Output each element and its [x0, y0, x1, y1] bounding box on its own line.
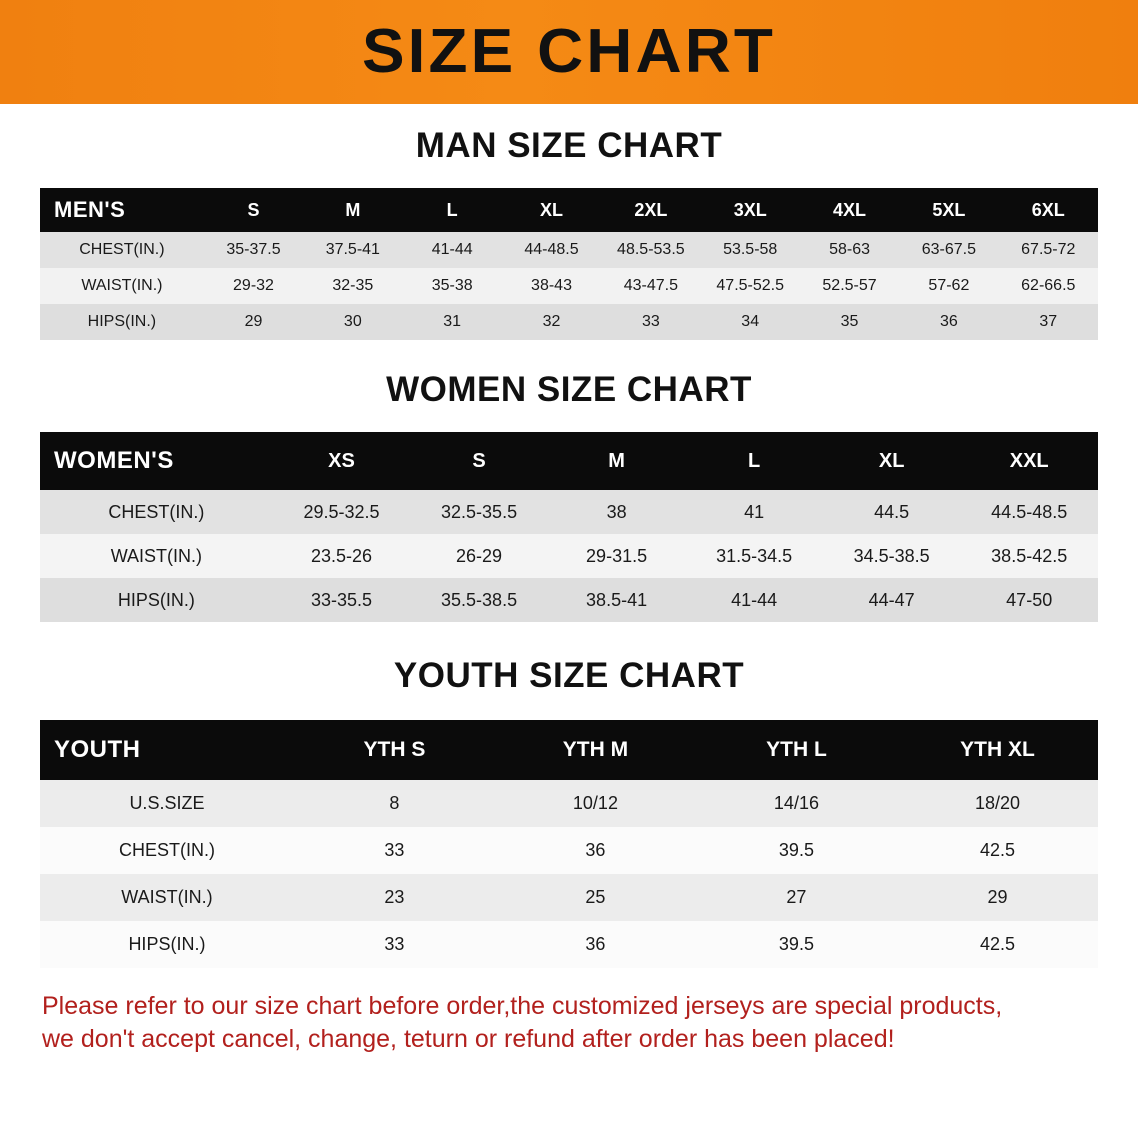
youth-size-table: [40, 720, 1098, 968]
table-cell: 27: [786, 887, 807, 907]
page-title: SIZE CHART: [361, 17, 777, 86]
column-header: MEN'S: [54, 197, 126, 222]
table-cell: 26-29: [456, 545, 503, 566]
youth-section-heading: YOUTH SIZE CHART: [393, 656, 745, 695]
table-cell: 32-35: [332, 277, 374, 294]
women-section-heading: WOMEN SIZE CHART: [386, 370, 752, 409]
table-cell: 31.5-34.5: [716, 545, 793, 566]
man-size-table: [40, 188, 1098, 340]
row-label: U.S.SIZE: [129, 793, 205, 813]
table-row: [40, 827, 1098, 874]
row-label: WAIST(IN.): [121, 887, 213, 907]
table-cell: 38.5-41: [586, 589, 648, 610]
table-cell: 36: [585, 934, 606, 954]
table-cell: 8: [389, 793, 400, 813]
table-cell: 35.5-38.5: [441, 589, 518, 610]
table-cell: 14/16: [773, 793, 819, 813]
table-cell: 29: [244, 313, 263, 330]
column-header: YTH S: [363, 738, 426, 761]
table-cell: 39.5: [778, 840, 814, 860]
table-cell: 34: [741, 313, 760, 330]
table-cell: 30: [343, 313, 362, 330]
column-header: 2XL: [634, 199, 668, 220]
table-cell: 52.5-57: [822, 277, 877, 294]
table-row: [40, 232, 1098, 268]
column-header: S: [472, 449, 486, 472]
table-header-row: [40, 188, 1098, 232]
table-cell: 37: [1039, 313, 1058, 330]
table-cell: 42.5: [979, 840, 1015, 860]
row-label: CHEST(IN.): [79, 241, 165, 258]
table-row: [40, 921, 1098, 968]
column-header: XXL: [1009, 449, 1049, 472]
table-cell: 62-66.5: [1021, 277, 1076, 294]
man-table-wrap: [0, 188, 1138, 340]
column-header: YTH M: [562, 738, 629, 761]
table-header-row: [40, 720, 1098, 780]
column-header: 5XL: [932, 199, 966, 220]
row-label: WAIST(IN.): [81, 277, 163, 294]
row-label: HIPS(IN.): [128, 934, 206, 954]
table-row: [40, 780, 1098, 827]
table-cell: 37.5-41: [325, 241, 380, 258]
table-cell: 29.5-32.5: [303, 501, 380, 522]
youth-table-wrap: [0, 720, 1138, 968]
table-cell: 23: [384, 887, 405, 907]
column-header: M: [345, 199, 361, 220]
column-header: WOMEN'S: [54, 447, 174, 474]
table-cell: 36: [939, 313, 958, 330]
table-row: [40, 304, 1098, 340]
table-cell: 35-38: [431, 277, 473, 294]
table-cell: 34.5-38.5: [853, 545, 930, 566]
table-row: [40, 874, 1098, 921]
table-cell: 41-44: [431, 241, 473, 258]
table-cell: 41: [744, 501, 765, 522]
table-cell: 41-44: [731, 589, 778, 610]
table-cell: 25: [585, 887, 606, 907]
table-cell: 32: [542, 313, 561, 330]
column-header: 6XL: [1031, 199, 1065, 220]
man-section-heading: MAN SIZE CHART: [415, 126, 723, 165]
table-row: [40, 534, 1098, 578]
table-cell: 29-32: [233, 277, 274, 294]
table-header-row: [40, 432, 1098, 490]
table-cell: 38.5-42.5: [991, 545, 1068, 566]
table-cell: 44-48.5: [524, 241, 579, 258]
table-cell: 44.5-48.5: [991, 501, 1068, 522]
row-label: HIPS(IN.): [87, 313, 157, 330]
table-cell: 23.5-26: [310, 545, 373, 566]
column-header: YTH L: [766, 738, 827, 761]
table-cell: 57-62: [928, 277, 970, 294]
table-cell: 47.5-52.5: [716, 277, 784, 294]
table-cell: 33: [641, 313, 660, 330]
table-row: [40, 268, 1098, 304]
table-cell: 42.5: [979, 934, 1015, 954]
column-header: L: [748, 449, 761, 472]
column-header: 3XL: [733, 199, 767, 220]
table-cell: 10/12: [572, 793, 618, 813]
table-cell: 39.5: [778, 934, 814, 954]
table-cell: 29: [987, 887, 1008, 907]
table-cell: 48.5-53.5: [617, 241, 685, 258]
column-header: YOUTH: [54, 736, 141, 763]
table-cell: 58-63: [829, 241, 870, 258]
row-label: CHEST(IN.): [108, 501, 205, 522]
table-cell: 31: [443, 313, 462, 330]
table-cell: 43-47.5: [623, 277, 678, 294]
table-cell: 32.5-35.5: [441, 501, 518, 522]
table-cell: 44-47: [868, 589, 915, 610]
table-row: [40, 578, 1098, 622]
women-size-table: [40, 432, 1098, 622]
table-cell: 18/20: [974, 793, 1020, 813]
policy-note: [0, 990, 1138, 1056]
table-cell: 35: [840, 313, 859, 330]
table-cell: 33-35.5: [310, 589, 373, 610]
row-label: WAIST(IN.): [110, 545, 203, 566]
table-cell: 63-67.5: [921, 241, 977, 258]
column-header: M: [608, 449, 625, 472]
policy-note-line-1: Please refer to our size chart before order,the customized jerseys are special products,: [42, 992, 1003, 1020]
column-header: S: [247, 199, 260, 220]
row-label: CHEST(IN.): [118, 840, 215, 860]
table-cell: 29-31.5: [586, 545, 648, 566]
column-header: L: [446, 199, 458, 220]
column-header: XL: [540, 199, 564, 220]
policy-note-line-2: we don't accept cancel, change, teturn or refund after order has been placed!: [42, 1025, 895, 1053]
table-cell: 35-37.5: [226, 241, 281, 258]
table-row: [40, 490, 1098, 534]
column-header: 4XL: [833, 199, 867, 220]
table-cell: 67.5-72: [1021, 241, 1076, 258]
table-cell: 33: [384, 934, 405, 954]
table-cell: 44.5: [874, 501, 910, 522]
table-cell: 53.5-58: [723, 241, 778, 258]
table-cell: 38-43: [531, 277, 572, 294]
table-cell: 38: [606, 501, 627, 522]
row-label: HIPS(IN.): [117, 589, 195, 610]
page-banner: [0, 0, 1138, 104]
table-cell: 33: [384, 840, 405, 860]
column-header: XL: [878, 449, 905, 472]
table-cell: 47-50: [1006, 589, 1053, 610]
women-table-wrap: [0, 432, 1138, 622]
table-cell: 36: [585, 840, 606, 860]
column-header: YTH XL: [960, 738, 1035, 761]
column-header: XS: [328, 449, 355, 472]
